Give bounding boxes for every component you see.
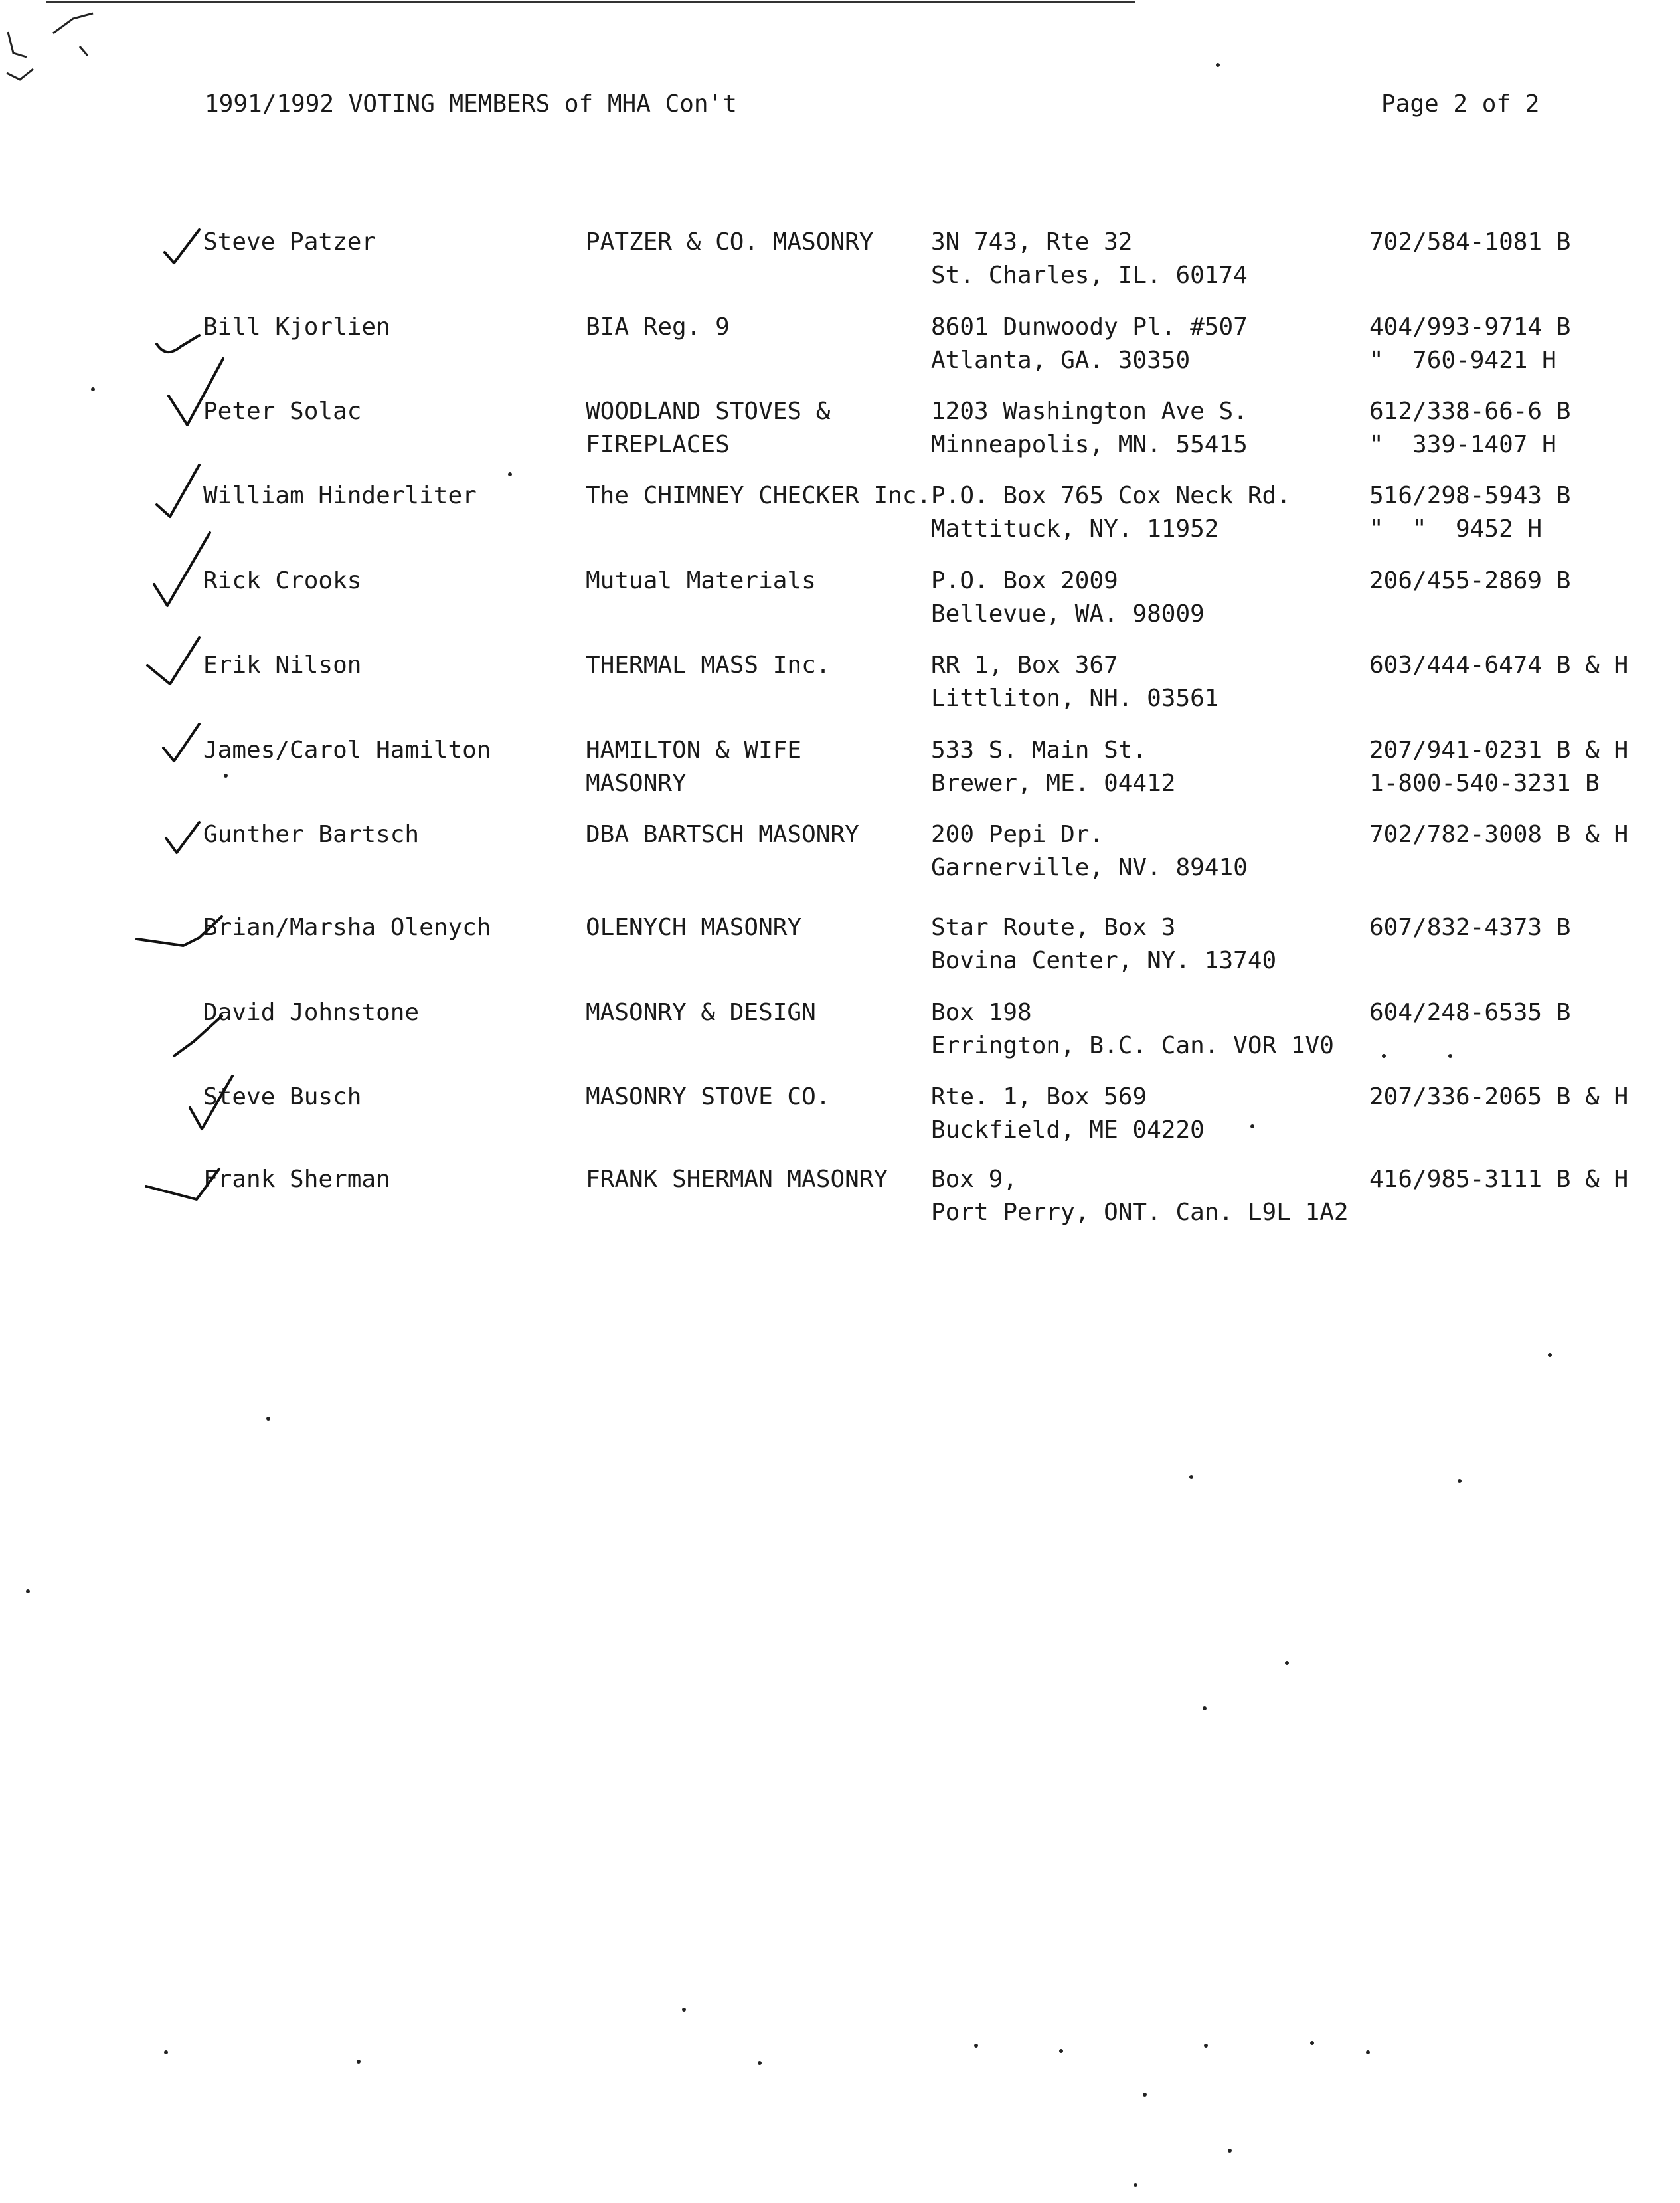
- member-address-line: P.O. Box 2009: [931, 567, 1118, 594]
- member-phone-line: 1-800-540-3231 B: [1369, 770, 1600, 797]
- member-company: [586, 480, 931, 513]
- member-row: [0, 1081, 1680, 1154]
- member-address-line: Errington, B.C. Can. VOR 1V0: [931, 1032, 1334, 1059]
- member-address-line: Buckfield, ME 04220: [931, 1116, 1205, 1144]
- member-row: [0, 734, 1680, 807]
- member-phone: [1369, 649, 1628, 682]
- member-row: [0, 996, 1680, 1069]
- member-address: [931, 911, 1276, 978]
- member-phone: [1369, 911, 1570, 944]
- member-address-line: RR 1, Box 367: [931, 652, 1118, 679]
- member-company: [586, 818, 859, 851]
- corner-scribble-icon: [7, 13, 93, 80]
- member-company-line: WOODLAND STOVES &: [586, 398, 831, 425]
- member-address-line: Minneapolis, MN. 55415: [931, 431, 1248, 458]
- member-address-line: Bovina Center, NY. 13740: [931, 947, 1277, 974]
- member-address-line: Garnerville, NV. 89410: [931, 854, 1248, 881]
- member-phone: [1369, 565, 1570, 598]
- member-row: [0, 818, 1680, 891]
- member-phone: [1369, 996, 1570, 1029]
- member-address-line: St. Charles, IL. 60174: [931, 262, 1248, 289]
- member-phone: [1369, 1081, 1628, 1114]
- member-address: [931, 818, 1248, 885]
- member-company-line: OLENYCH MASONRY: [586, 914, 802, 941]
- member-name: Erik Nilson: [203, 652, 362, 679]
- member-company-line: MASONRY: [586, 770, 687, 797]
- member-company: [586, 226, 873, 259]
- member-address: [931, 649, 1218, 715]
- member-phone: [1369, 734, 1628, 800]
- member-address-line: Box 198: [931, 999, 1032, 1026]
- member-phone: [1369, 395, 1570, 462]
- member-company: [586, 565, 816, 598]
- member-phone-line: 516/298-5943 B: [1369, 482, 1571, 509]
- member-company-line: BIA Reg. 9: [586, 313, 730, 341]
- member-phone-line: 207/336-2065 B & H: [1369, 1083, 1629, 1110]
- member-address-line: Mattituck, NY. 11952: [931, 515, 1219, 543]
- member-phone-line: 207/941-0231 B & H: [1369, 737, 1629, 764]
- member-address: [931, 311, 1248, 377]
- member-company-line: DBA BARTSCH MASONRY: [586, 821, 859, 848]
- member-name: William Hinderliter: [203, 482, 477, 509]
- member-name: David Johnstone: [203, 999, 420, 1026]
- member-name: Steve Busch: [203, 1083, 362, 1110]
- member-company-line: HAMILTON & WIFE: [586, 737, 802, 764]
- member-address: [931, 480, 1291, 546]
- member-address-line: Rte. 1, Box 569: [931, 1083, 1147, 1110]
- member-phone-line: 416/985-3111 B & H: [1369, 1166, 1629, 1193]
- member-address-line: Atlanta, GA. 30350: [931, 347, 1191, 374]
- member-phone: [1369, 226, 1570, 259]
- member-phone: [1369, 1163, 1628, 1196]
- member-company: [586, 996, 816, 1029]
- member-phone-line: 404/993-9714 B: [1369, 313, 1571, 341]
- member-company: [586, 911, 801, 944]
- member-phone-line: 206/455-2869 B: [1369, 567, 1571, 594]
- member-phone-line: " 760-9421 H: [1369, 347, 1556, 374]
- member-row: [0, 649, 1680, 722]
- member-phone-line: 604/248-6535 B: [1369, 999, 1571, 1026]
- member-name: Frank Sherman: [203, 1166, 390, 1193]
- member-phone: [1369, 311, 1570, 377]
- member-address: [931, 565, 1205, 631]
- member-address-line: 1203 Washington Ave S.: [931, 398, 1248, 425]
- member-address-line: Box 9,: [931, 1166, 1018, 1193]
- member-address-line: P.O. Box 765 Cox Neck Rd.: [931, 482, 1291, 509]
- scan-edge-line: [46, 1, 1135, 3]
- member-company: [586, 734, 801, 800]
- member-name: James/Carol Hamilton: [203, 737, 491, 764]
- member-company-line: THERMAL MASS Inc.: [586, 652, 831, 679]
- page-title: 1991/1992 VOTING MEMBERS of MHA Con't: [205, 90, 737, 118]
- member-phone-line: 702/584-1081 B: [1369, 228, 1571, 256]
- member-address: [931, 395, 1248, 462]
- member-address-line: Brewer, ME. 04412: [931, 770, 1176, 797]
- member-phone: [1369, 480, 1570, 546]
- member-address-line: Port Perry, ONT. Can. L9L 1A2: [931, 1199, 1349, 1226]
- member-company-line: Mutual Materials: [586, 567, 816, 594]
- member-name: Bill Kjorlien: [203, 313, 390, 341]
- member-company-line: FIREPLACES: [586, 431, 730, 458]
- member-address: [931, 1081, 1205, 1147]
- member-address-line: Bellevue, WA. 98009: [931, 600, 1205, 628]
- member-phone-line: 607/832-4373 B: [1369, 914, 1571, 941]
- member-address: [931, 996, 1334, 1063]
- member-address-line: Star Route, Box 3: [931, 914, 1176, 941]
- member-company-line: PATZER & CO. MASONRY: [586, 228, 874, 256]
- member-name: Steve Patzer: [203, 228, 377, 256]
- member-address-line: 533 S. Main St.: [931, 737, 1147, 764]
- member-company-line: The CHIMNEY CHECKER Inc.: [586, 482, 932, 509]
- member-row: [0, 226, 1680, 299]
- member-row: [0, 1163, 1680, 1236]
- member-phone-line: " " 9452 H: [1369, 515, 1543, 543]
- member-row: [0, 311, 1680, 384]
- member-row: [0, 395, 1680, 468]
- member-address: [931, 734, 1175, 800]
- member-company-line: MASONRY STOVE CO.: [586, 1083, 831, 1110]
- member-name: Rick Crooks: [203, 567, 362, 594]
- member-name: Peter Solac: [203, 398, 362, 425]
- member-name: Gunther Bartsch: [203, 821, 420, 848]
- member-address-line: 200 Pepi Dr.: [931, 821, 1104, 848]
- member-company: [586, 1163, 888, 1196]
- page-number: Page 2 of 2: [1381, 90, 1540, 118]
- member-company-line: FRANK SHERMAN MASONRY: [586, 1166, 888, 1193]
- member-address-line: 3N 743, Rte 32: [931, 228, 1133, 256]
- member-address: [931, 226, 1248, 292]
- member-phone: [1369, 818, 1628, 851]
- member-row: [0, 565, 1680, 638]
- member-phone-line: 603/444-6474 B & H: [1369, 652, 1629, 679]
- member-phone-line: " 339-1407 H: [1369, 431, 1556, 458]
- member-address-line: Littliton, NH. 03561: [931, 685, 1219, 712]
- member-company: [586, 395, 830, 462]
- member-address: [931, 1163, 1349, 1229]
- member-address-line: 8601 Dunwoody Pl. #507: [931, 313, 1248, 341]
- member-phone-line: 702/782-3008 B & H: [1369, 821, 1629, 848]
- member-company-line: MASONRY & DESIGN: [586, 999, 816, 1026]
- member-company: [586, 649, 830, 682]
- member-company: [586, 1081, 830, 1114]
- member-phone-line: 612/338-66-6 B: [1369, 398, 1571, 425]
- member-row: [0, 480, 1680, 553]
- member-company: [586, 311, 730, 344]
- member-name: Brian/Marsha Olenych: [203, 914, 491, 941]
- member-row: [0, 911, 1680, 984]
